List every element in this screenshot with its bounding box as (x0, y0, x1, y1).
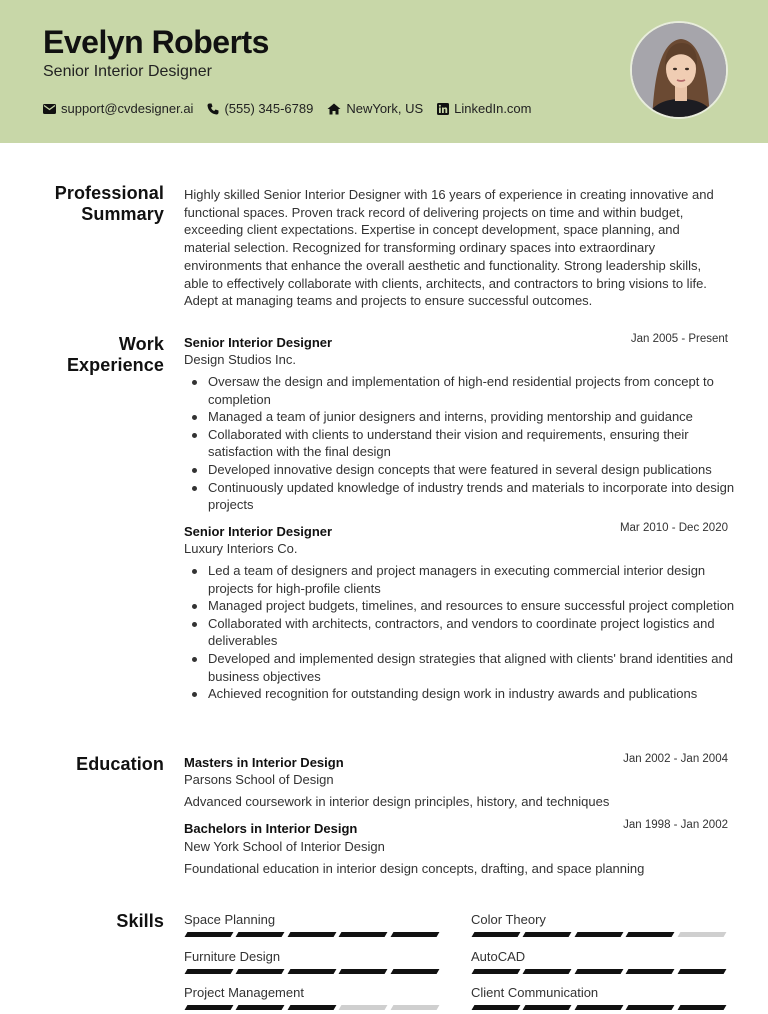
envelope-icon (43, 104, 56, 114)
degree-description: Advanced coursework in interior design principles, history, and techniques (184, 794, 610, 809)
candidate-name: Evelyn Roberts (43, 24, 269, 60)
skill-segment-empty (339, 1005, 388, 1010)
section-title-work (67, 334, 164, 376)
phone-icon (207, 103, 219, 115)
job-title: Senior Interior Designer (184, 524, 333, 539)
skill-segment-filled (626, 969, 675, 974)
skill-name: AutoCAD (471, 949, 526, 964)
skill-segment-filled (236, 969, 285, 974)
skill-level-bar (186, 969, 443, 974)
section-title-work-line1: Work (118, 334, 164, 354)
job-company: Design Studios Inc. (184, 352, 297, 367)
job-bullets (190, 373, 735, 514)
section-title-summary-line2: Summary (81, 204, 164, 224)
skill-segment-filled (472, 969, 521, 974)
contact-email-text: support@cvdesigner.ai (61, 101, 194, 116)
list-item: Continuously updated knowledge of industry trends and materials to incorporate into design projects (190, 479, 735, 514)
job-dates: Mar 2010 - Dec 2020 (619, 522, 728, 534)
linkedin-icon (437, 103, 449, 115)
contact-phone[interactable] (207, 101, 313, 116)
profile-photo (630, 21, 728, 119)
skill-name: Furniture Design (184, 949, 281, 964)
skill-segment-filled (472, 1005, 521, 1010)
skill-level-bar (473, 969, 730, 974)
skill-segment-filled (472, 932, 521, 937)
degree-title: Bachelors in Interior Design (184, 821, 358, 836)
section-title-work-line2: Experience (66, 355, 164, 375)
list-item: Achieved recognition for outstanding design work in industry awards and publications (190, 685, 735, 703)
header-banner (0, 0, 768, 143)
skill-level-bar (473, 932, 730, 937)
summary-text: Highly skilled Senior Interior Designer with 16 years of experience in creating innovative and functional spaces. Proven track record of delivering projects on time and within budget, exceeding client expectations. Expertise in concept development, space planning, and material selection. Recognized for transforming ordinary spaces into extraordinary environments that enhance the overall aesthetic and functionality. Strong leadership skills, able to effectively collaborate with clients, architects, and contractors to bring visions to life. Adept at managing teams and projects to ensure successful outcomes. (184, 187, 714, 309)
skill-segment-filled (523, 932, 572, 937)
list-item: Managed project budgets, timelines, and resources to ensure successful project completion (190, 597, 735, 615)
degree-title: Masters in Interior Design (184, 755, 344, 770)
skill-level-bar (186, 1005, 443, 1010)
skill-segment-filled (523, 1005, 572, 1010)
degree-dates: Jan 1998 - Jan 2002 (623, 819, 728, 831)
skill-name: Project Management (184, 985, 304, 1000)
candidate-title: Senior Interior Designer (43, 63, 212, 80)
section-title-education: Education (76, 754, 164, 774)
skill-segment-filled (185, 1005, 234, 1010)
skill-segment-filled (677, 969, 726, 974)
skill-segment-empty (677, 932, 726, 937)
job-title: Senior Interior Designer (184, 335, 333, 350)
skill-segment-filled (677, 1005, 726, 1010)
skill-level-bar (473, 1005, 730, 1010)
skill-segment-filled (574, 932, 623, 937)
skill-segment-filled (287, 1005, 336, 1010)
list-item: Led a team of designers and project managers in executing commercial interior design projects for high-profile clients (190, 562, 735, 597)
degree-dates: Jan 2002 - Jan 2004 (623, 753, 728, 765)
skill-segment-filled (390, 969, 439, 974)
skill-segment-filled (339, 969, 388, 974)
skill-name: Client Communication (471, 985, 599, 1000)
skill-segment-filled (236, 1005, 285, 1010)
list-item: Oversaw the design and implementation of high-end residential projects from concept to completion (190, 373, 735, 408)
skill-segment-filled (626, 1005, 675, 1010)
skill-segment-filled (339, 932, 388, 937)
skill-segment-filled (390, 932, 439, 937)
skill-segment-filled (287, 932, 336, 937)
contact-phone-text: (555) 345-6789 (224, 101, 314, 116)
job-company: Luxury Interiors Co. (184, 541, 298, 556)
skill-segment-filled (236, 932, 285, 937)
section-title-summary (55, 183, 164, 225)
skill-segment-filled (185, 932, 234, 937)
school-name: New York School of Interior Design (184, 839, 385, 854)
school-name: Parsons School of Design (184, 772, 334, 787)
portrait-image (632, 23, 728, 119)
skill-name: Color Theory (471, 912, 546, 927)
degree-description: Foundational education in interior design concepts, drafting, and space planning (184, 861, 645, 876)
skill-segment-filled (574, 969, 623, 974)
skill-segment-empty (390, 1005, 439, 1010)
contact-location (327, 101, 423, 116)
list-item: Developed and implemented design strategies that aligned with clients' brand identities and business objectives (190, 650, 735, 685)
skill-name: Space Planning (184, 912, 276, 927)
contact-location-text: NewYork, US (346, 101, 424, 116)
home-icon (327, 103, 341, 115)
list-item: Collaborated with clients to understand their vision and requirements, ensuring their satisfaction with the final design (190, 426, 735, 461)
skill-level-bar (186, 932, 443, 937)
list-item: Managed a team of junior designers and interns, providing mentorship and guidance (190, 408, 735, 426)
contact-linkedin[interactable] (437, 101, 531, 116)
skill-segment-filled (626, 932, 675, 937)
skill-segment-filled (287, 969, 336, 974)
skill-segment-filled (574, 1005, 623, 1010)
contact-linkedin-text: LinkedIn.com (454, 101, 532, 116)
job-dates: Jan 2005 - Present (630, 333, 728, 345)
list-item: Developed innovative design concepts that were featured in several design publications (190, 461, 735, 479)
skill-segment-filled (523, 969, 572, 974)
job-bullets (190, 562, 735, 703)
section-title-summary-line1: Professional (54, 183, 164, 203)
contact-email[interactable] (43, 101, 193, 116)
contact-row (43, 101, 546, 116)
skill-segment-filled (185, 969, 234, 974)
section-title-skills: Skills (116, 911, 164, 931)
list-item: Collaborated with architects, contractors, and vendors to coordinate project logistics and deliverables (190, 615, 735, 650)
